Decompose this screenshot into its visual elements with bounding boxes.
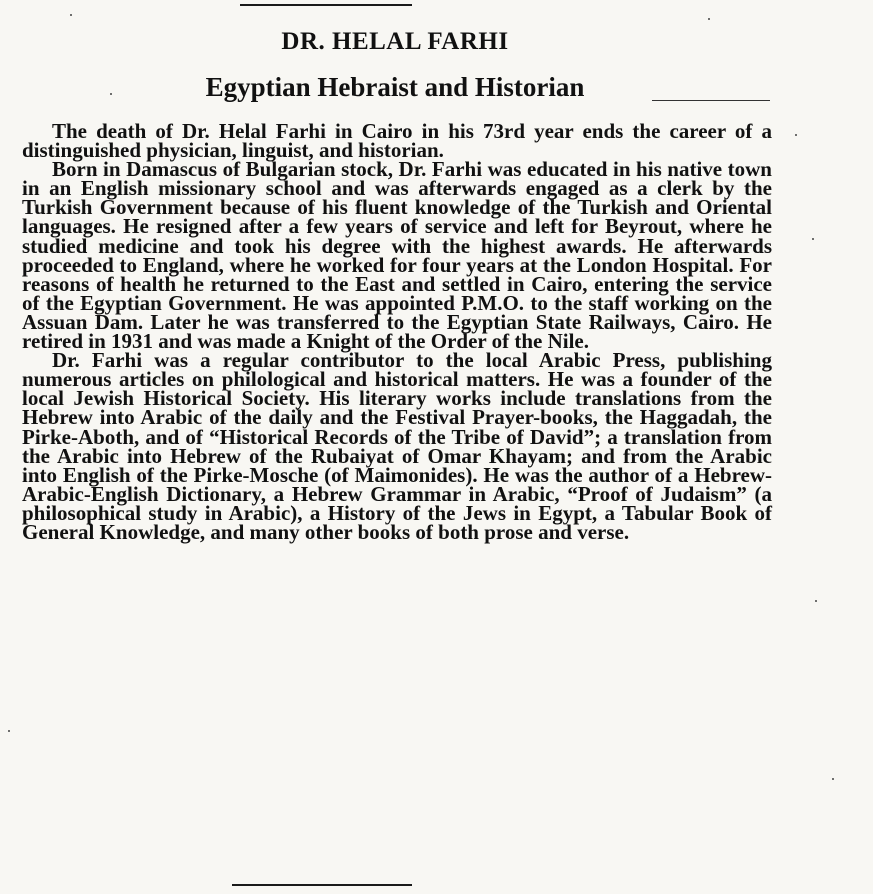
paragraph: The death of Dr. Helal Farhi in Cairo in his 73rd year ends the career of a distinguished physician, linguist, and historian. [22, 119, 772, 163]
subheadline-rule [652, 100, 770, 101]
print-speck [832, 778, 834, 780]
bottom-rule [232, 884, 412, 886]
print-speck [708, 18, 710, 20]
headline: DR. HELAL FARHI [281, 28, 509, 55]
print-speck [795, 134, 797, 136]
paragraph: Dr. Farhi was a regular contributor to the local Arabic Press, publishing numerous articles on philological and historical matters. He was a founder of the local Jewish Historical Society. His literary works include translations from the Hebrew into Arabic of the daily and the Festival Prayer-books, the Haggadah, the Pirke-Aboth, and of “Historical Records of the Tribe of David”; a translation from the Arabic into Hebrew of the Rubaiyat of Omar Khayam; and from the Arabic into English of the Pirke-Mosche (of Maimonides). He was the author of a Hebrew-Arabic-English Dictionary, a Hebrew Grammar in Arabic, “Proof of Judaism” (a philosophical study in Arabic), a History of the Jews in Egypt, a Tabular Book of General Knowledge, and many other books of both prose and verse. [22, 348, 772, 544]
print-speck [8, 730, 10, 732]
top-rule [240, 4, 412, 6]
paragraph: Born in Damascus of Bulgarian stock, Dr. Farhi was educated in his native town in an English missionary school and was afterwards engaged as a clerk by the Turkish Government because of his fluent knowledge of the Turkish and Oriental languages. He resigned after a few years of service and left for Beyrout, where he studied medicine and took his degree with the highest awards. He afterwards proceeded to England, where he worked for four years at the London Hospital. For reasons of health he returned to the East and settled in Cairo, entering the service of the Egyptian Government. He was appointed P.M.O. to the staff working on the Assuan Dam. Later he was transferred to the Egyptian State Railways, Cairo. He retired in 1931 and was made a Knight of the Order of the Nile. [22, 157, 772, 354]
print-speck [110, 93, 112, 95]
article-body [22, 119, 772, 544]
print-speck [812, 238, 814, 240]
print-speck [815, 600, 817, 602]
print-speck [70, 14, 72, 16]
subheadline: Egyptian Hebraist and Historian [205, 72, 585, 102]
